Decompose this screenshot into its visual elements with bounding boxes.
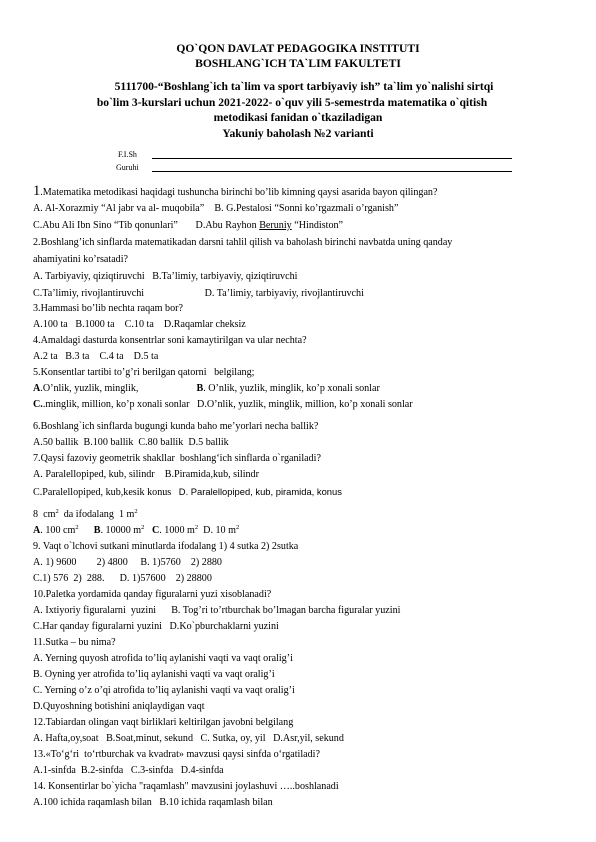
- question-1-number: 1: [33, 183, 41, 199]
- superscript: 2: [134, 508, 138, 515]
- answer-text: .O’nlik, yuzlik, minglik,: [40, 383, 197, 394]
- superscript: 2: [141, 524, 145, 531]
- question-12: 12.Tabiardan olingan vaqt birliklari keltirilgan javobni belgilang: [33, 717, 294, 728]
- question-6-answers: A.50 ballik B.100 ballik C.80 ballik D.5 ballik: [33, 437, 229, 448]
- answer-letter: B: [196, 383, 204, 394]
- question-8-answers: [33, 525, 239, 538]
- question-10-answers-ab: A. Ixtiyoriy figuralarni yuzini B. Tog’ri to’rtburchak bo’lmagan barcha figuralar yuzini: [33, 605, 401, 616]
- superscript: 2: [75, 524, 79, 531]
- question-5-answers-ab: [33, 383, 380, 395]
- question-2-answers-cd: C.Ta’limiy, rivojlantiruvchi D. Ta’limiy, tarbiyaviy, rivojlantiruvchi: [33, 288, 364, 299]
- question-10: 10.Paletka yordamida qanday figuralarni yuzi xisoblanadi?: [33, 589, 272, 600]
- group-field[interactable]: [152, 171, 512, 172]
- question-3: 3.Hammasi bo’lib nechta raqam bor?: [33, 303, 183, 314]
- question-3-answers: A.100 ta B.1000 ta C.10 ta D.Raqamlar cheksiz: [33, 319, 246, 330]
- answer-letter: B: [93, 525, 101, 536]
- question-11-answer-b: B. Oyning yer atrofida to’liq aylanishi vaqti va vaqt oralig’i: [33, 669, 275, 680]
- question-2-answers-ab: A. Tarbiyaviy, qiziqtiruvchi B.Ta’limiy, tarbiyaviy, qiziqtiruvchi: [33, 271, 298, 282]
- question-1-answers-ab: A. Al-Xorazmiy “Al jabr va al- muqobila” B. G.Pestalosi “Sonni ko’rgazmali o’rganish”: [33, 203, 399, 214]
- fio-label: F.I.Sh: [118, 150, 137, 159]
- question-11-answer-d: D.Quyoshning botishini aniqlaydigan vaqt: [33, 701, 205, 712]
- question-14-answers: A.100 ichida raqamlash bilan B.10 ichida raqamlash bilan: [33, 797, 273, 808]
- question-11: 11.Sutka – bu nima?: [33, 637, 116, 648]
- question-13-answers: A.1-sinfda B.2-sinfda C.3-sinfda D.4-sinfda: [33, 765, 224, 776]
- question-11-answer-c: C. Yerning o’z o’qi atrofida to’liq aylanishi vaqti va vaqt oralig’i: [33, 685, 295, 696]
- question-13: 13.«To‘g‘ri to‘rtburchak va kvadrat» mavzusi qaysi sinfda o‘rgatiladi?: [33, 749, 320, 760]
- question-11-answer-a: A. Yerning quyosh atrofida to’liq aylanishi vaqti va vaqt oralig’i: [33, 653, 293, 664]
- question-10-answers-cd: C.Har qanday figuralarni yuzini D.Ko`pburchaklarni yuzini: [33, 621, 279, 632]
- answer-text: . 1000 m: [159, 525, 195, 536]
- superscript: 2: [194, 524, 199, 531]
- answer-text: “Hindiston”: [291, 220, 344, 231]
- answer-text: . O’nlik, yuzlik, minglik, ko’p xonali sonlar: [203, 383, 380, 394]
- question-14: 14. Konsentirlar bo`yicha "raqamlash" mavzusini joylashuvi …..boshlanadi: [33, 781, 339, 792]
- program-title: 5111700-“Boshlang`ich ta`lim va sport tarbiyaviy ish” ta`lim yo`nalishi sirtqi: [114, 80, 494, 93]
- fio-field[interactable]: [152, 158, 512, 159]
- answer-text: . 100 cm: [40, 525, 76, 536]
- superscript: 2: [55, 508, 59, 515]
- answer-text: D. 10 m: [198, 525, 236, 536]
- answer-letter: A: [33, 383, 41, 394]
- question-9: 9. Vaqt o`lchovi sutkani minutlarda ifodalang 1) 4 sutka 2) 2sutka: [33, 541, 299, 552]
- underlined-word: Beruniy: [259, 220, 292, 231]
- question-2-line-2: ahamiyatini ko’rsatadi?: [33, 254, 129, 265]
- question-5-answers-cd: [33, 399, 413, 411]
- question-1-text: .Matematika metodikasi haqidagi tushuncha birinchi bo’lib kimning qaysi asarida bayon qilingan?: [40, 187, 438, 198]
- superscript: 2: [235, 524, 240, 531]
- question-9-answers-ab: A. 1) 9600 2) 4800 B. 1)5760 2) 2880: [33, 557, 222, 568]
- answer-text: D. Paralellopiped, kub, piramida, konus: [178, 486, 342, 497]
- answer-text: .minglik, million, ko’p xonali sonlar D.O’nlik, yuzlik, minglik, million, ko’p xonali sonlar: [42, 399, 413, 410]
- institute-name: QO`QON DAVLAT PEDAGOGIKA INSTITUTI: [176, 42, 420, 55]
- question-4: 4.Amaldagi dasturda konsentrlar soni kamaytirilgan va ular nechta?: [33, 335, 307, 346]
- question-7-answers-ab: A. Paralellopiped, kub, silindr B.Piramida,kub, silindr: [33, 469, 259, 480]
- question-7: 7.Qaysi fazoviy geometrik shakllar boshlang‘ich sinflarda o`rganiladi?: [33, 453, 321, 464]
- question-7-answers-cd: [33, 486, 342, 499]
- group-label: Guruhi: [116, 163, 139, 172]
- answer-text: C.Paralellopiped, kub,kesik konus: [33, 487, 179, 498]
- variant-title: Yakuniy baholash №2 varianti: [222, 127, 374, 140]
- question-6: 6.Boshlang`ich sinflarda bugungi kunda baho me’yorlari necha ballik?: [33, 421, 319, 432]
- answer-letter: C.: [33, 399, 43, 410]
- answer-text: . 10000 m: [100, 525, 142, 536]
- question-12-answers: A. Hafta,oy,soat B.Soat,minut, sekund C. Sutka, oy, yil D.Asr,yil, sekund: [33, 733, 344, 744]
- subject-line: metodikasi fanidan o`tkaziladigan: [213, 111, 383, 124]
- answer-letter: C: [151, 525, 160, 536]
- question-8: [33, 509, 138, 522]
- question-4-answers: A.2 ta B.3 ta C.4 ta D.5 ta: [33, 351, 159, 362]
- question-2-line-1: 2.Boshlang’ich sinflarda matematikadan darsni tahlil qilish va baholash birinchi navbatda uning qanday: [33, 237, 453, 248]
- course-info: bo`lim 3-kurslari uchun 2021-2022- o`quv yili 5-semestrda matematika o`qitish: [96, 96, 488, 109]
- faculty-name: BOSHLANG`ICH TA`LIM FAKULTETI: [195, 57, 401, 70]
- question-text: 8 cm: [33, 509, 56, 520]
- answer-letter: A: [33, 525, 41, 536]
- question-1: [33, 185, 437, 199]
- question-text: da ifodalang 1 m: [58, 509, 135, 520]
- question-9-answers-cd: C.1) 576 2) 288. D. 1)57600 2) 28800: [33, 573, 212, 584]
- question-5: 5.Konsentlar tartibi to’g’ri berilgan qatorni belgilang;: [33, 367, 255, 378]
- answer-text: C.Abu Ali Ibn Sino “Tib qonunlari” D.Abu Rayhon: [33, 220, 260, 231]
- question-1-answers-cd: [33, 220, 343, 232]
